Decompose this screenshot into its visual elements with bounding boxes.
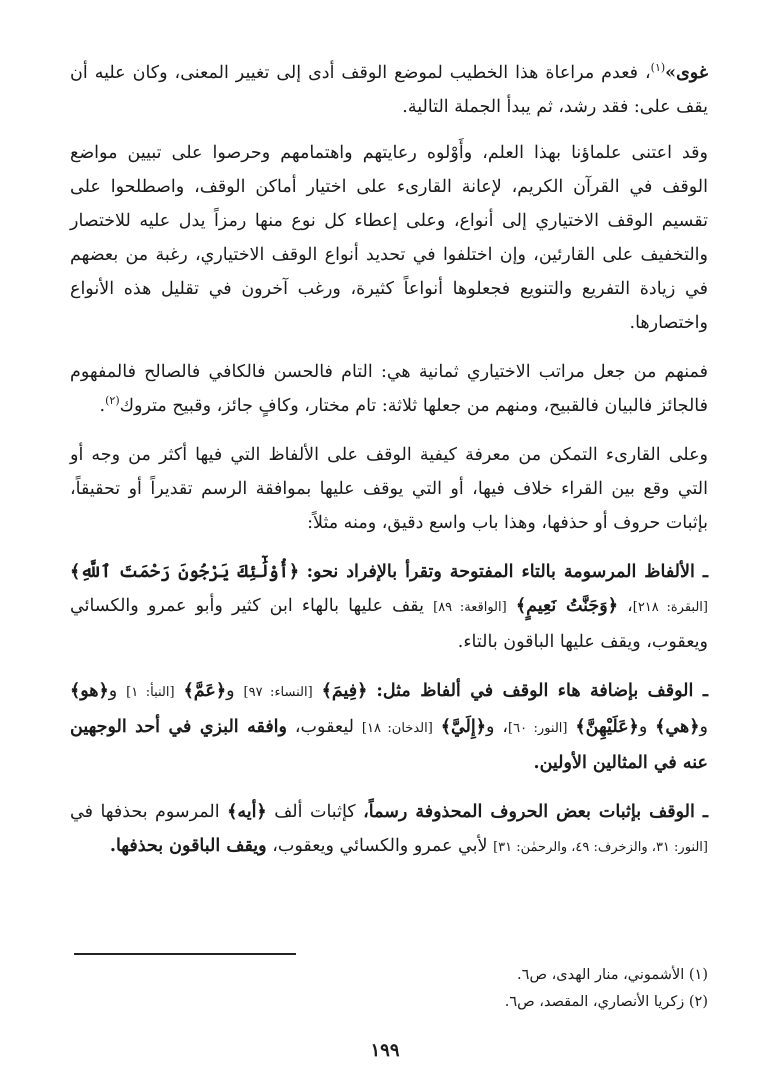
quran-word: ﴿عَمَّ﴾ bbox=[183, 681, 227, 701]
verse-reference: [النساء: ٩٧] bbox=[243, 685, 313, 700]
footnote-1: (١) الأشموني، منار الهدى، ص٦. bbox=[517, 967, 708, 983]
quran-verse: ﴿أُوْلَٰٓئِكَ يَرْجُونَ رَحْمَتَ ٱللَّهِ﴾ bbox=[70, 562, 300, 582]
conjunction: و bbox=[108, 681, 118, 701]
paragraph-restore-letters bbox=[70, 795, 708, 865]
footnote-divider bbox=[74, 953, 296, 955]
paragraph-open-taa bbox=[70, 555, 708, 659]
quran-verse: ﴿وَجَنَّتُ نَعِيمٍ﴾ bbox=[515, 596, 618, 616]
paragraph-scholars: وقد اعتنى علماؤنا بهذا العلم، وأَوْلوه رعايتهم واهتمامهم وحرصوا على تبيين مواضع الوقف في القرآن الكريم، لإعانة القارىء على اختيار أماكن الوقف، واصطلحوا على تقسيم الوقف الاختياري إلى أنواع، وعلى إعطاء كل نوع منها رمزاً يدل عليه للاختصار والتخفيف على القارئين، وإن اختلفوا في تحديد أنواع الوقف الاختياري، رغبة من بعضهم في زيادة التفريع والتنويع فجعلوها أنواعاً كثيرة، ورغب آخرون في تقليل هذه الأنواع واختصارها. bbox=[70, 143, 708, 333]
conjunction: ، و bbox=[486, 717, 509, 737]
paragraph-text: المرسوم بحذفها في bbox=[70, 802, 220, 822]
verse-reference: [البقرة: ٢١٨] bbox=[632, 600, 708, 615]
paragraph-text: وافقه البزي في أحد الوجهين عنه في المثالين الأولين. bbox=[70, 717, 708, 773]
paragraph-intro bbox=[70, 56, 708, 124]
page-body bbox=[70, 56, 708, 880]
paragraph-text: ليعقوب، bbox=[294, 717, 354, 737]
paragraph-text: كإثبات ألف bbox=[274, 802, 356, 822]
quran-word: ﴿عَلَيْهِنَّ﴾ bbox=[575, 717, 639, 737]
verse-reference: [النبأ: ١] bbox=[126, 685, 175, 700]
paragraph-text: ويقف الباقون بحذفها. bbox=[109, 836, 267, 856]
footnote-ref-2[interactable]: (٢) bbox=[105, 394, 120, 408]
footnote-2: (٢) زكريا الأنصاري، المقصد، ص٦. bbox=[504, 994, 708, 1010]
quote-end: غوى» bbox=[665, 63, 708, 83]
paragraph-text: لأبي عمرو والكسائي ويعقوب، bbox=[272, 836, 488, 856]
quran-word: ﴿إِلَيَّ﴾ bbox=[440, 717, 487, 737]
section-lead: ـ الوقف بإضافة هاء الوقف في ألفاظ مثل: bbox=[376, 681, 708, 701]
quran-word: ﴿فِيمَ﴾ bbox=[321, 681, 368, 701]
section-lead: ـ الألفاظ المرسومة بالتاء المفتوحة وتقرأ بالإفراد نحو: bbox=[306, 562, 708, 582]
page-number: ١٩٩ bbox=[370, 1040, 400, 1061]
quran-word: ﴿أيه﴾ bbox=[227, 802, 267, 822]
conjunction: و bbox=[638, 717, 648, 737]
quran-word: ﴿هو﴾ bbox=[70, 681, 109, 701]
quran-word: ﴿هي﴾ bbox=[655, 717, 700, 737]
verse-reference: [النور: ٦٠] bbox=[508, 721, 568, 736]
paragraph-ranks bbox=[70, 355, 708, 423]
conjunction: و bbox=[226, 681, 235, 701]
paragraph-text: فمنهم من جعل مراتب الاختياري ثمانية هي: التام فالحسن فالكافي فالصالح فالمفهوم فالجائز فالبيان فالقبيح، ومنهم من جعلها ثلاثة: تام مختار، وكافٍ جائز، وقبيح متروك bbox=[70, 362, 708, 416]
paragraph-text: يقف عليها بالهاء ابن كثير وأبو عمرو والكسائي ويعقوب، ويقف عليها الباقون بالتاء. bbox=[70, 596, 708, 652]
paragraph-text: ، فعدم مراعاة هذا الخطيب لموضع الوقف أدى إلى تغيير المعنى، وكان عليه أن يقف على: فقد رشد، ثم يبدأ الجملة التالية. bbox=[70, 63, 708, 117]
section-lead: ـ الوقف بإثبات بعض الحروف المحذوفة رسماً، bbox=[363, 802, 708, 822]
verse-reference: [الدخان: ١٨] bbox=[361, 721, 433, 736]
footnote-ref-1[interactable]: (١) bbox=[650, 61, 666, 75]
separator: ، bbox=[627, 596, 633, 616]
verse-reference: [النور: ٣١، والزخرف: ٤٩، والرحمٰن: ٣١] bbox=[493, 840, 708, 855]
footnotes bbox=[300, 962, 708, 1016]
conjunction: و bbox=[699, 717, 708, 737]
paragraph-reader: وعلى القارىء التمكن من معرفة كيفية الوقف على الألفاظ التي فيها أكثر من وجه أو التي وقع بين القراء خلاف فيها، أو التي يوقف عليها بموافقة الرسم تقديراً أو تحقيقاً، بإثبات حروف أو حذفها، وهذا باب واسع دقيق، ومنه مثلاً: bbox=[70, 445, 708, 533]
paragraph-end: . bbox=[99, 396, 106, 416]
verse-reference: [الواقعة: ٨٩] bbox=[433, 600, 507, 615]
paragraph-haa-waqf bbox=[70, 674, 708, 780]
